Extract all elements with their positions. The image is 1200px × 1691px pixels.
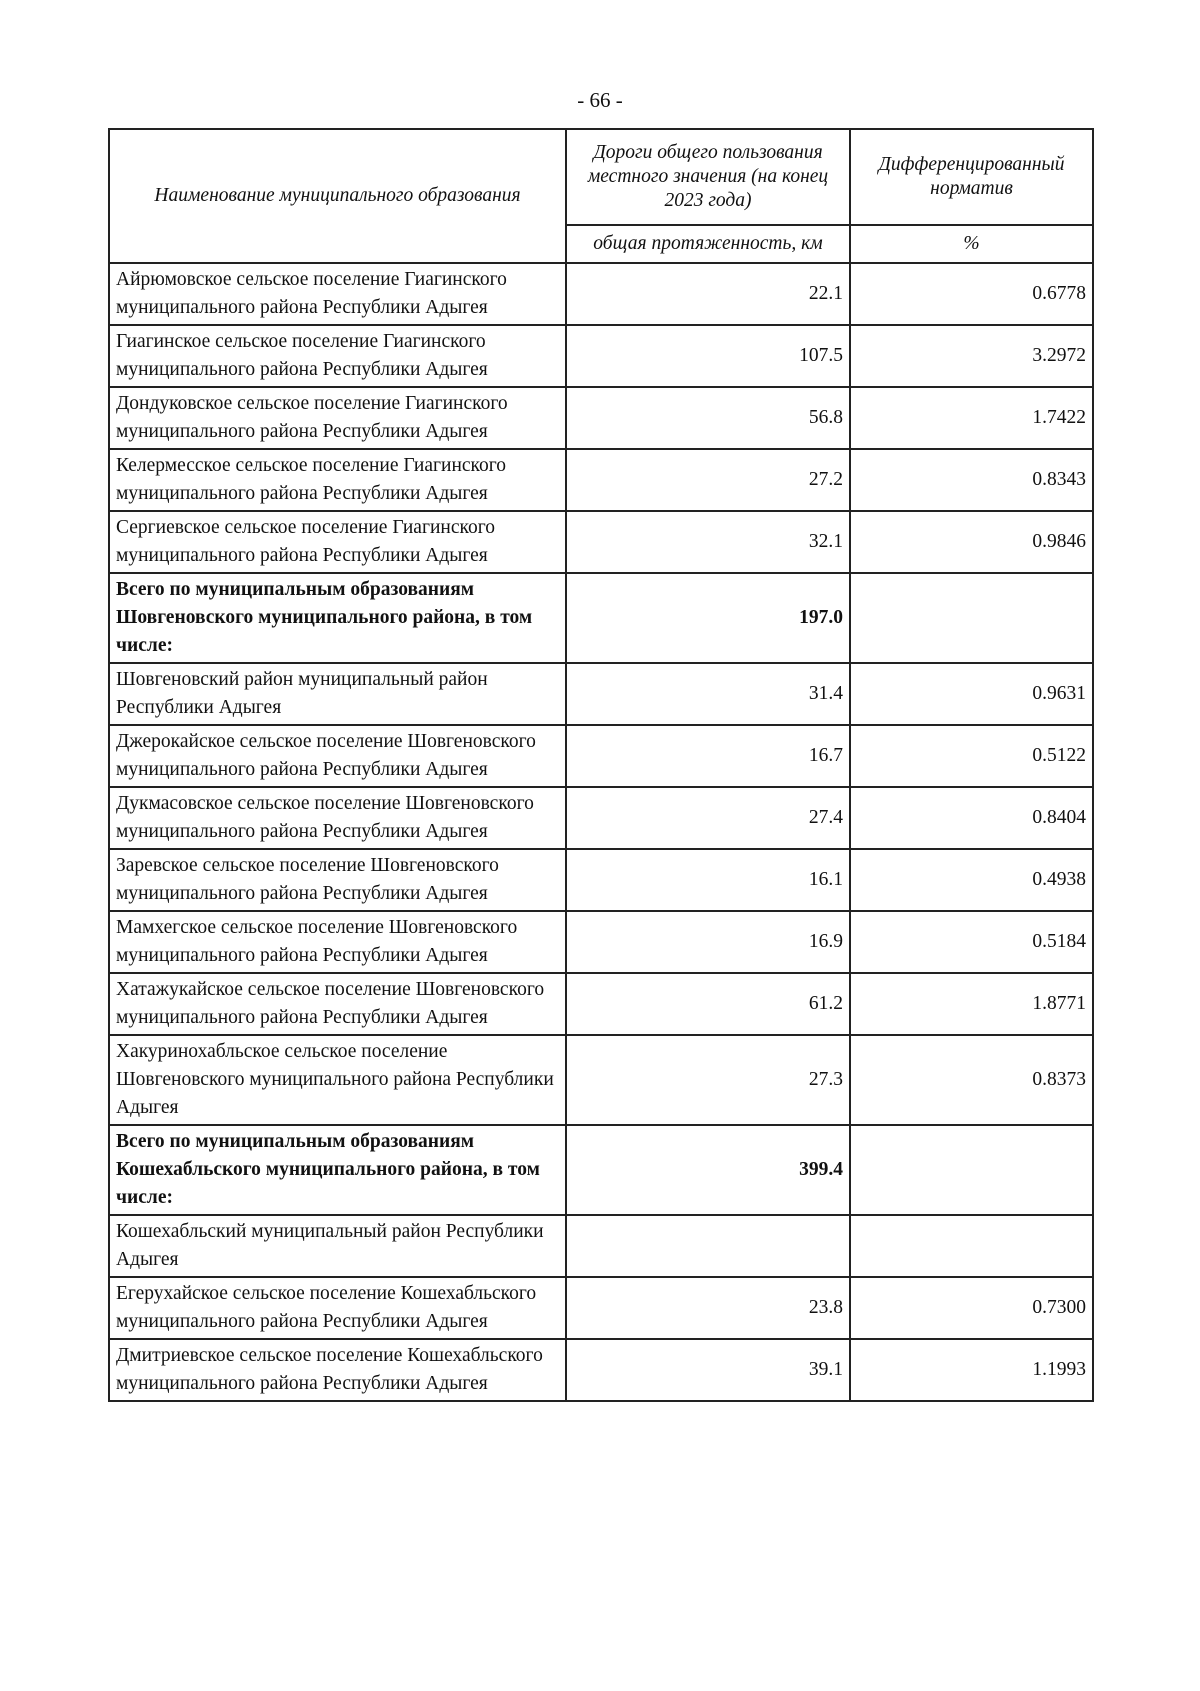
row-norm: 1.1993 bbox=[850, 1339, 1093, 1401]
row-norm bbox=[850, 1125, 1093, 1215]
row-norm: 0.4938 bbox=[850, 849, 1093, 911]
table-row bbox=[109, 1339, 1093, 1401]
row-name: Айрюмовское сельское поселение Гиагинского муниципального района Республики Адыгея bbox=[109, 263, 566, 325]
table-row bbox=[109, 787, 1093, 849]
table-row bbox=[109, 849, 1093, 911]
table-row bbox=[109, 663, 1093, 725]
row-norm bbox=[850, 1215, 1093, 1277]
row-norm: 0.8343 bbox=[850, 449, 1093, 511]
header-name: Наименование муниципального образования bbox=[109, 129, 566, 263]
row-norm: 0.8373 bbox=[850, 1035, 1093, 1125]
header-roads: Дороги общего пользования местного значения (на конец 2023 года) bbox=[566, 129, 850, 225]
table-row bbox=[109, 387, 1093, 449]
row-norm: 3.2972 bbox=[850, 325, 1093, 387]
table-row bbox=[109, 511, 1093, 573]
table-row bbox=[109, 449, 1093, 511]
row-name: Заревское сельское поселение Шовгеновского муниципального района Республики Адыгея bbox=[109, 849, 566, 911]
row-name: Кошехабльский муниципальный район Республики Адыгея bbox=[109, 1215, 566, 1277]
header-norm-unit: % bbox=[850, 225, 1093, 263]
table-row bbox=[109, 325, 1093, 387]
row-length: 27.4 bbox=[566, 787, 850, 849]
header-roads-unit: общая протяженность, км bbox=[566, 225, 850, 263]
row-name: Мамхегское сельское поселение Шовгеновского муниципального района Республики Адыгея bbox=[109, 911, 566, 973]
table-header-row bbox=[109, 129, 1093, 225]
row-name: Келермесское сельское поселение Гиагинского муниципального района Республики Адыгея bbox=[109, 449, 566, 511]
row-name: Всего по муниципальным образованиям Кошехабльского муниципального района, в том числе: bbox=[109, 1125, 566, 1215]
row-length bbox=[566, 1215, 850, 1277]
table-row bbox=[109, 1277, 1093, 1339]
row-length: 107.5 bbox=[566, 325, 850, 387]
row-name: Дондуковское сельское поселение Гиагинского муниципального района Республики Адыгея bbox=[109, 387, 566, 449]
table-row bbox=[109, 263, 1093, 325]
row-name: Егерухайское сельское поселение Кошехабльского муниципального района Республики Адыгея bbox=[109, 1277, 566, 1339]
row-norm: 0.7300 bbox=[850, 1277, 1093, 1339]
row-norm: 1.7422 bbox=[850, 387, 1093, 449]
row-length: 16.9 bbox=[566, 911, 850, 973]
row-name: Шовгеновский район муниципальный район Республики Адыгея bbox=[109, 663, 566, 725]
row-length: 61.2 bbox=[566, 973, 850, 1035]
row-name: Дукмасовское сельское поселение Шовгеновского муниципального района Республики Адыгея bbox=[109, 787, 566, 849]
row-norm: 0.9631 bbox=[850, 663, 1093, 725]
table-row bbox=[109, 911, 1093, 973]
row-length: 23.8 bbox=[566, 1277, 850, 1339]
row-norm: 1.8771 bbox=[850, 973, 1093, 1035]
row-length: 16.1 bbox=[566, 849, 850, 911]
table-row bbox=[109, 1035, 1093, 1125]
row-norm: 0.5184 bbox=[850, 911, 1093, 973]
table-row bbox=[109, 725, 1093, 787]
page-number: - 66 - bbox=[577, 88, 623, 112]
row-name: Сергиевское сельское поселение Гиагинского муниципального района Республики Адыгея bbox=[109, 511, 566, 573]
row-length: 27.2 bbox=[566, 449, 850, 511]
row-length: 22.1 bbox=[566, 263, 850, 325]
row-norm: 0.9846 bbox=[850, 511, 1093, 573]
row-length: 16.7 bbox=[566, 725, 850, 787]
row-name: Джерокайское сельское поселение Шовгеновского муниципального района Республики Адыгея bbox=[109, 725, 566, 787]
row-norm: 0.6778 bbox=[850, 263, 1093, 325]
table-row-total bbox=[109, 1125, 1093, 1215]
row-length: 39.1 bbox=[566, 1339, 850, 1401]
row-length: 31.4 bbox=[566, 663, 850, 725]
row-length: 56.8 bbox=[566, 387, 850, 449]
row-length: 197.0 bbox=[566, 573, 850, 663]
row-name: Хакуринохабльское сельское поселение Шовгеновского муниципального района Республики Адыгея bbox=[109, 1035, 566, 1125]
row-name: Дмитриевское сельское поселение Кошехабльского муниципального района Республики Адыгея bbox=[109, 1339, 566, 1401]
row-norm: 0.8404 bbox=[850, 787, 1093, 849]
row-name: Гиагинское сельское поселение Гиагинского муниципального района Республики Адыгея bbox=[109, 325, 566, 387]
table-row bbox=[109, 1215, 1093, 1277]
row-norm: 0.5122 bbox=[850, 725, 1093, 787]
row-length: 32.1 bbox=[566, 511, 850, 573]
table-row bbox=[109, 973, 1093, 1035]
row-name: Хатажукайское сельское поселение Шовгеновского муниципального района Республики Адыгея bbox=[109, 973, 566, 1035]
header-norm: Дифференцированный норматив bbox=[850, 129, 1093, 225]
row-length: 27.3 bbox=[566, 1035, 850, 1125]
row-length: 399.4 bbox=[566, 1125, 850, 1215]
row-name: Всего по муниципальным образованиям Шовгеновского муниципального района, в том числе: bbox=[109, 573, 566, 663]
table-row-total bbox=[109, 573, 1093, 663]
row-norm bbox=[850, 573, 1093, 663]
road-norms-table bbox=[108, 128, 1094, 1402]
